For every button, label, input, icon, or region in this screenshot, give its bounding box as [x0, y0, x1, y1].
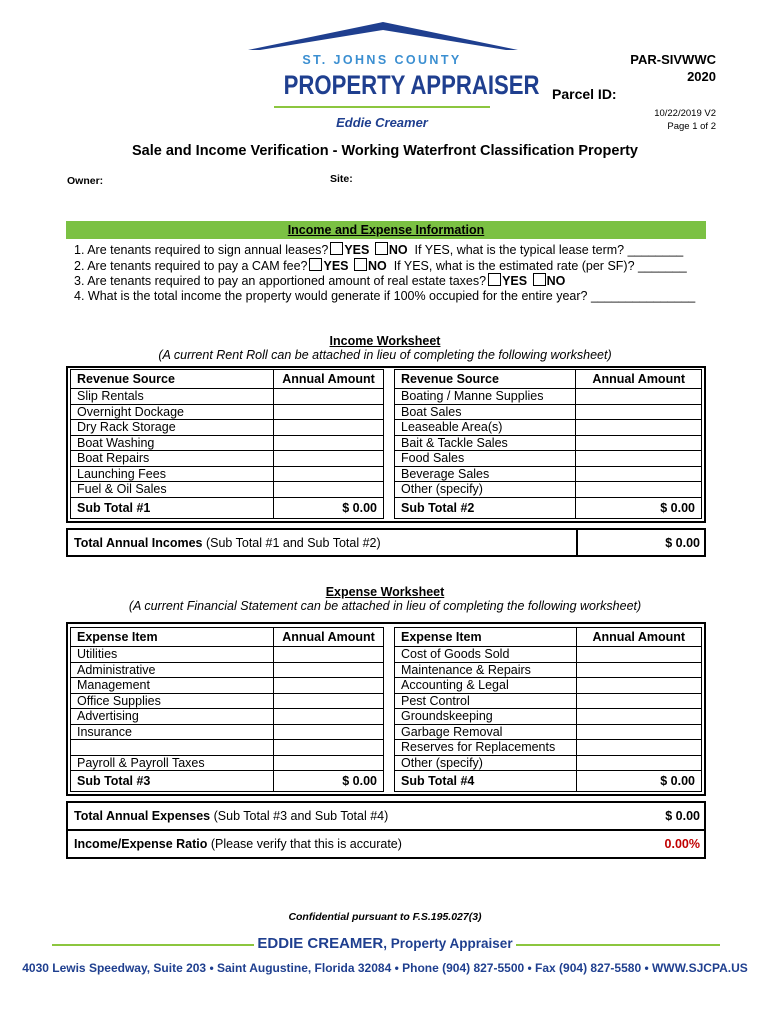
- logo-county: ST. JOHNS COUNTY: [302, 53, 462, 67]
- amount-cell[interactable]: [274, 466, 384, 482]
- page-number: Page 1 of 2: [667, 121, 716, 132]
- logo-appraiser-name: Eddie Creamer: [336, 115, 428, 130]
- amount-cell[interactable]: [576, 466, 702, 482]
- q3-yes-checkbox[interactable]: [488, 273, 501, 286]
- subtotal-2-label: Sub Total #2: [395, 497, 576, 518]
- expense-item: Cost of Goods Sold: [395, 647, 577, 663]
- expense-item: Garbage Removal: [395, 724, 577, 740]
- amount-cell[interactable]: [576, 740, 701, 756]
- q2-yes-checkbox[interactable]: [309, 258, 322, 271]
- income-item: Beverage Sales: [395, 466, 576, 482]
- expense-item: Accounting & Legal: [395, 678, 577, 694]
- subtotal-3-value: $ 0.00: [274, 771, 384, 792]
- expense-item: Insurance: [71, 724, 274, 740]
- parcel-id-label: Parcel ID:: [552, 86, 617, 102]
- income-item: Bait & Tackle Sales: [395, 435, 576, 451]
- col-header: Revenue Source: [395, 370, 576, 389]
- income-expense-ratio-row: [66, 829, 706, 859]
- amount-cell[interactable]: [274, 693, 384, 709]
- income-item: Boat Washing: [71, 435, 274, 451]
- footer-line-left: [52, 944, 254, 946]
- income-item: Boat Repairs: [71, 451, 274, 467]
- expense-item: Groundskeeping: [395, 709, 577, 725]
- roof-logo-icon: [248, 22, 518, 52]
- expense-item: Pest Control: [395, 693, 577, 709]
- total-expenses-label: Total Annual Expenses: [74, 809, 211, 823]
- col-header: Expense Item: [395, 628, 577, 647]
- amount-cell[interactable]: [576, 678, 701, 694]
- amount-cell[interactable]: [576, 389, 702, 405]
- amount-cell[interactable]: [576, 482, 702, 498]
- expense-right-table: [394, 627, 702, 792]
- owner-label: Owner:: [67, 175, 104, 187]
- amount-cell[interactable]: [274, 404, 384, 420]
- expense-left-table: [70, 627, 384, 792]
- ratio-value: 0.00%: [664, 837, 700, 851]
- total-annual-expenses-row: [66, 801, 706, 831]
- income-item: Boat Sales: [395, 404, 576, 420]
- col-header: Expense Item: [71, 628, 274, 647]
- logo-title: PROPERTY APPRAISER: [283, 70, 540, 100]
- amount-cell[interactable]: [576, 404, 702, 420]
- amount-cell[interactable]: [576, 435, 702, 451]
- amount-cell[interactable]: [576, 451, 702, 467]
- income-left-table: [70, 369, 384, 519]
- expense-item: Payroll & Payroll Taxes: [71, 755, 274, 771]
- amount-cell[interactable]: [274, 482, 384, 498]
- expense-worksheet-subtitle: (A current Financial Statement can be attached in lieu of completing the following worksheet): [128, 599, 642, 613]
- col-header: Revenue Source: [71, 370, 274, 389]
- expense-item: Utilities: [71, 647, 274, 663]
- footer-address: 4030 Lewis Speedway, Suite 203 • Saint Augustine, Florida 32084 • Phone (904) 827-5500 • Fax (904) 827-5580 • WWW.SJCPA.US: [22, 961, 748, 975]
- total-incomes-label: Total Annual Incomes: [74, 535, 203, 550]
- amount-cell[interactable]: [274, 647, 384, 663]
- amount-cell[interactable]: [274, 740, 384, 756]
- col-header: Annual Amount: [576, 370, 702, 389]
- form-version: 10/22/2019 V2: [654, 108, 716, 119]
- question-4: 4. What is the total income the property would generate if 100% occupied for the entire year? _______________: [74, 289, 696, 303]
- income-item: Fuel & Oil Sales: [71, 482, 274, 498]
- ratio-note: (Please verify that this is accurate): [210, 837, 402, 851]
- expense-item: Reserves for Replacements: [395, 740, 577, 756]
- page-title: Sale and Income Verification - Working Waterfront Classification Property: [132, 143, 638, 159]
- amount-cell[interactable]: [274, 451, 384, 467]
- amount-cell[interactable]: [274, 755, 384, 771]
- total-expenses-note: (Sub Total #3 and Sub Total #4): [213, 809, 389, 823]
- q3-no-checkbox[interactable]: [533, 273, 546, 286]
- section-band-income-expense: Income and Expense Information: [66, 221, 706, 239]
- amount-cell[interactable]: [576, 662, 701, 678]
- amount-cell[interactable]: [274, 678, 384, 694]
- footer-appraiser: EDDIE CREAMER, Property Appraiser: [257, 935, 513, 952]
- subtotal-1-value: $ 0.00: [274, 497, 384, 518]
- amount-cell[interactable]: [274, 662, 384, 678]
- site-label: Site:: [330, 173, 353, 185]
- income-item: Leaseable Area(s): [395, 420, 576, 436]
- question-1: 1. Are tenants required to sign annual leases? YES NO If YES, what is the typical lease term? ________: [74, 243, 684, 257]
- total-expenses-value: $ 0.00: [665, 809, 700, 823]
- expense-item: Office Supplies: [71, 693, 274, 709]
- form-year: 2020: [687, 69, 716, 84]
- income-worksheet-title: Income Worksheet: [329, 334, 441, 348]
- income-item: Boating / Manne Supplies: [395, 389, 576, 405]
- income-worksheet-subtitle: (A current Rent Roll can be attached in lieu of completing the following worksheet): [158, 348, 612, 362]
- income-right-table: [394, 369, 702, 519]
- form-code: PAR-SIVWWC: [630, 52, 716, 67]
- amount-cell[interactable]: [576, 647, 701, 663]
- subtotal-1-label: Sub Total #1: [71, 497, 274, 518]
- expense-item: Administrative: [71, 662, 274, 678]
- total-incomes-value: $ 0.00: [665, 535, 700, 550]
- amount-cell[interactable]: [576, 709, 701, 725]
- amount-cell[interactable]: [274, 435, 384, 451]
- ratio-label: Income/Expense Ratio: [74, 837, 208, 851]
- subtotal-3-label: Sub Total #3: [71, 771, 274, 792]
- question-3: 3. Are tenants required to pay an apportioned amount of real estate taxes? YES NO: [74, 274, 566, 288]
- income-item: Overnight Dockage: [71, 404, 274, 420]
- expense-item: Advertising: [71, 709, 274, 725]
- amount-cell[interactable]: [576, 420, 702, 436]
- amount-cell[interactable]: [274, 389, 384, 405]
- question-2: 2. Are tenants required to pay a CAM fee? YES NO If YES, what is the estimated rate (per SF)? _______: [74, 259, 687, 273]
- amount-cell[interactable]: [576, 755, 701, 771]
- q1-yes-checkbox[interactable]: [330, 242, 343, 255]
- expense-item: Maintenance & Repairs: [395, 662, 577, 678]
- income-item: Dry Rack Storage: [71, 420, 274, 436]
- q2-no-checkbox[interactable]: [354, 258, 367, 271]
- col-header: Annual Amount: [274, 370, 384, 389]
- income-item: Other (specify): [395, 482, 576, 498]
- q1-no-checkbox[interactable]: [375, 242, 388, 255]
- subtotal-4-value: $ 0.00: [576, 771, 701, 792]
- col-header: Annual Amount: [576, 628, 701, 647]
- income-item: Launching Fees: [71, 466, 274, 482]
- amount-cell[interactable]: [576, 693, 701, 709]
- logo-divider: [274, 106, 490, 108]
- expense-worksheet-title: Expense Worksheet: [325, 585, 445, 599]
- income-item: Slip Rentals: [71, 389, 274, 405]
- expense-item: Other (specify): [395, 755, 577, 771]
- subtotal-4-label: Sub Total #4: [395, 771, 577, 792]
- total-incomes-note: (Sub Total #1 and Sub Total #2): [205, 535, 381, 550]
- amount-cell[interactable]: [274, 724, 384, 740]
- subtotal-2-value: $ 0.00: [576, 497, 702, 518]
- amount-cell[interactable]: [274, 420, 384, 436]
- footer-line-right: [516, 944, 720, 946]
- income-item: Food Sales: [395, 451, 576, 467]
- expense-item: [71, 740, 274, 756]
- col-header: Annual Amount: [274, 628, 384, 647]
- confidential-note: Confidential pursuant to F.S.195.027(3): [288, 911, 482, 923]
- amount-cell[interactable]: [274, 709, 384, 725]
- amount-cell[interactable]: [576, 724, 701, 740]
- expense-item: Management: [71, 678, 274, 694]
- total-annual-incomes-row: [66, 528, 706, 557]
